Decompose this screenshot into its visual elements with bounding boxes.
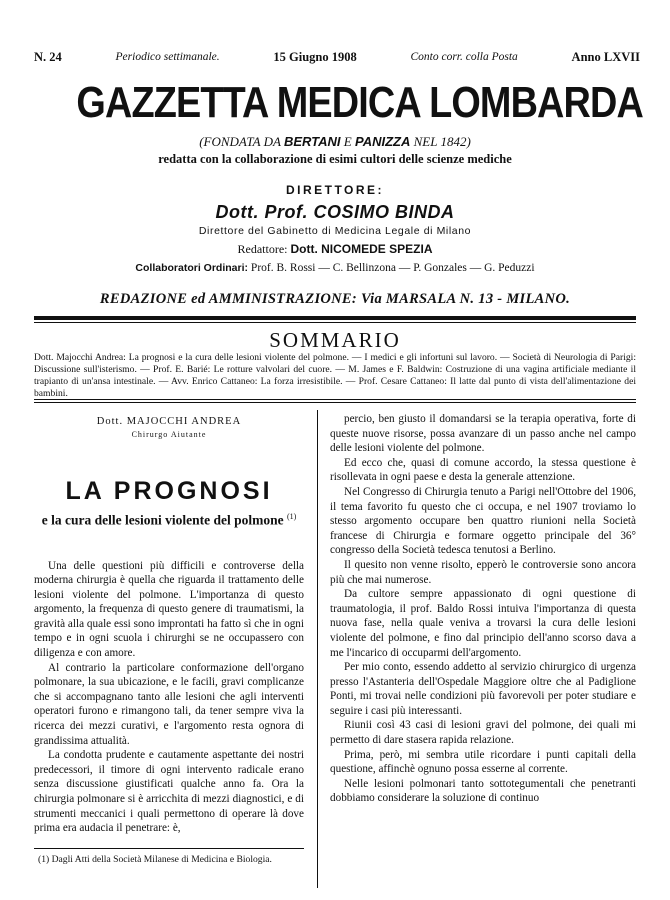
body-paragraph: percio, ben giusto il domandarsi se la terapia operativa, forte di queste nuove risorse, possa avanzare di un passo anche nel campo delle lesioni violente del polmone. <box>330 413 636 455</box>
body-paragraph: Riunii così 43 casi di lesioni gravi del polmone, dei quali mi permetto di dare stasera rapida relazione. <box>330 719 636 747</box>
collaborators-label: Collaboratori Ordinari: <box>135 262 251 274</box>
body-paragraph: Nelle lesioni polmonari tanto sottotegumentali che penetranti dobbiamo considerare la soluzione di continuo <box>330 777 636 805</box>
right-column <box>330 412 636 806</box>
founder-bertani: BERTANI <box>283 134 341 149</box>
director-role: Direttore del Gabinetto di Medicina Legale di Milano <box>198 225 472 237</box>
collaboration-line: redatta con la collaborazione di esimi cultori delle scienze mediche <box>158 152 512 166</box>
summary-divider-lower <box>34 402 636 403</box>
article-author: Dott. MAJOCCHI ANDREA <box>96 416 242 427</box>
editor-name: Dott. NICOMEDE SPEZIA <box>290 242 433 256</box>
editor-label: Redattore: <box>237 242 291 256</box>
director-name: Dott. Prof. COSIMO BINDA <box>215 202 455 222</box>
body-paragraph: Al contrario la particolare conformazione dell'organo polmonare, la sua ubicazione, e le facili, gravi complicanze che si accompagnano tanto alle lesioni che agli interventi operatori furono e rimangono tali, da tener sempre viva la ricerca dei mezzi curativi, e l'argomento resta ognora di grandissima attualità. <box>34 661 304 747</box>
divider-thin <box>34 322 636 323</box>
founder-panizza: PANIZZA <box>354 134 411 149</box>
body-paragraph: Nel Congresso di Chirurgia tenuto a Parigi nell'Ottobre del 1906, il tema favorito fu questo che ci occupa, e nel 1907 troviamo lo stesso argomento occupare ben quattro riunioni nella Società francese di Chirurgia e formare oggetto principale del 36° congresso della Società tedesca tenutosi a Berlino. <box>330 485 636 557</box>
footnote: (1) Dagli Atti della Società Milanese di Medicina e Biologia. <box>38 853 272 865</box>
body-paragraph: Prima, però, mi sembra utile ricordare i punti capitali della questione, affinchè ognuno possa esserne al corrente. <box>330 748 636 776</box>
periodicity: Periodico settimanale. <box>115 51 220 63</box>
body-paragraph: La condotta prudente e cautamente aspettante dei nostri predecessori, il timore di ogni intervento radicale erano senza discussione giustificati qualche anno fa. Ora la chirurgia polmonare si è arricchita di mezzi diagnostici, e di strumenti meccanici i quali permettono di operare là dove prima era audacia il penetrare: è, <box>34 749 304 835</box>
left-body <box>34 559 304 836</box>
column-divider <box>317 410 318 888</box>
author-role: Chirurgo Aiutante <box>131 430 207 439</box>
director-label: DIRETTORE: <box>285 183 385 197</box>
issue-date: 15 Giugno 1908 <box>273 49 357 64</box>
body-paragraph: Il quesito non venne risolto, epperò le controversie sono ancora più che mai numerose. <box>330 558 636 586</box>
summary-title: SOMMARIO <box>269 328 401 352</box>
founded-prefix: (FONDATA DA <box>199 134 284 149</box>
footnote-rule <box>34 848 304 849</box>
masthead-title: GAZZETTA MEDICA LOMBARDA <box>76 78 643 127</box>
summary-text: Dott. Majocchi Andrea: La prognosi e la cura delle lesioni violente del polmone. — I medici e gli infortuni sul lavoro. — Società di Neurologia di Parigi: Discussione sull'isterismo. — Prof. E. Barié: Le rotture valvolari del cuore. — M. James e F. Baldwin: Costruzione di una vagina artificiale mediante il trapianto di un'ansa intestinale. — Avv. Enrico Cattaneo: La forza irresistibile. — Prof. Cesare Cattaneo: Il latte dal punto di vista dell'alimentazione dei bambini. <box>34 352 636 399</box>
body-paragraph: Da cultore sempre appassionato di ogni questione di traumatologia, il prof. Baldo Rossi intuiva l'importanza di questa nuova fase, nella quale veniva a trovarsi la cura delle lesioni violente del polmone, e fino dal principio dell'anno scorso dava a me l'incarico di occuparmi dell'argomento. <box>330 588 636 659</box>
founded-line <box>0 134 670 150</box>
founded-year: NEL 1842) <box>410 134 471 149</box>
divider-thick <box>34 316 636 320</box>
editorial-address: REDAZIONE ed AMMINISTRAZIONE: Via MARSALA N. 13 - MILANO. <box>99 291 571 307</box>
collaborators-names: Prof. B. Rossi — C. Bellinzona — P. Gonzales — G. Peduzzi <box>250 262 535 274</box>
postal-account: Conto corr. colla Posta <box>410 51 518 63</box>
founded-conjunction: E <box>340 134 355 149</box>
issue-line <box>34 50 640 64</box>
left-column <box>34 412 304 866</box>
article-subtitle <box>34 512 304 529</box>
body-paragraph: Una delle questioni più difficili e controverse della moderna chirurgia è quella che riguarda il trattamento delle lesioni violente del polmone. L'importanza di questo argomento, la frequenza di questo genere di traumatismi, la gravità alla quale essi sono improntati ha fatto sì che in ogni tempo e in ogni scuola i chirurghi se ne occupassero con diligenza e con amore. <box>34 559 304 660</box>
article-subtitle-text: e la cura delle lesioni violente del polmone <box>41 512 284 528</box>
volume-year: Anno LXVII <box>571 49 640 64</box>
body-paragraph: Ed ecco che, quasi di comune accordo, la stessa questione è risollevata in ogni paese e desta la generale attenzione. <box>330 456 636 484</box>
body-paragraph: Per mio conto, essendo addetto al servizio chirurgico di urgenza presso l'Astanteria dell'Ospedale Maggiore oltre che al Padiglione Ponti, mi trovai nelle condizioni più favorevoli per poter studiare e seguire i casi più interessanti. <box>330 661 636 717</box>
collaborators-line <box>0 262 670 274</box>
footnote-mark: (1) <box>286 512 297 521</box>
right-body <box>330 412 636 806</box>
summary-divider <box>34 399 636 400</box>
article-title: LA PROGNOSI <box>65 477 273 505</box>
editor-line <box>0 242 670 257</box>
issue-number: N. 24 <box>34 49 62 64</box>
